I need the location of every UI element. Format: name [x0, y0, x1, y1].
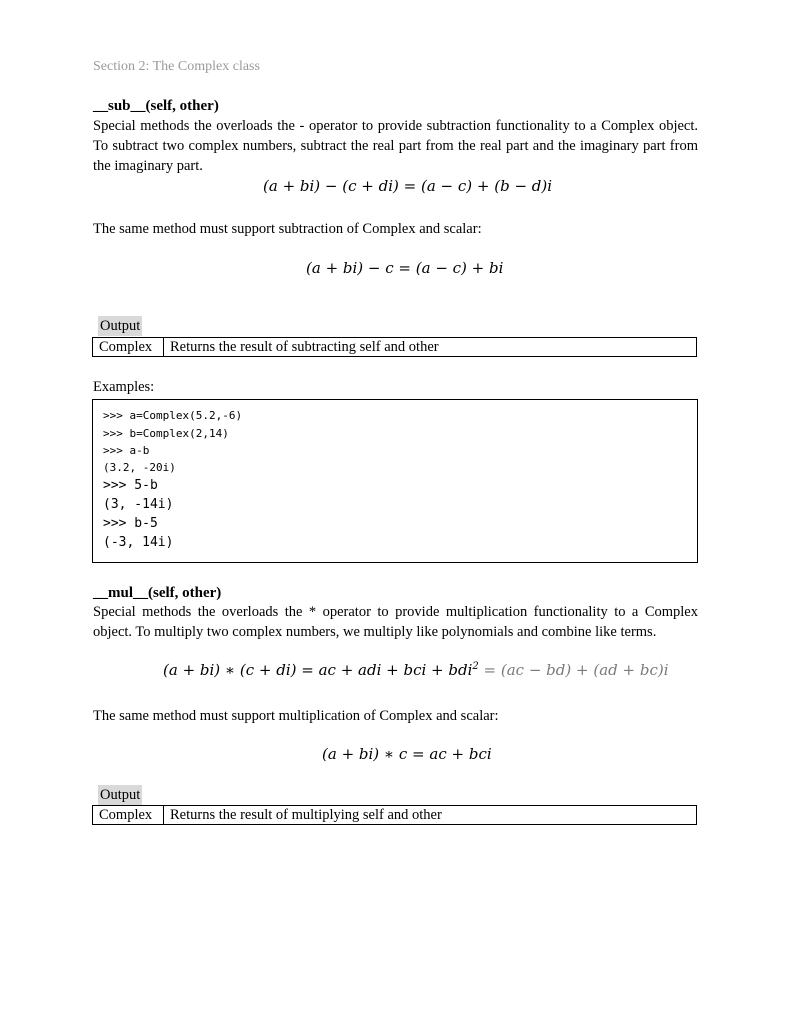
mul-equation-exponent: 2	[472, 661, 479, 672]
sub-output-type: Complex	[93, 338, 164, 357]
mul-output-description: Returns the result of multiplying self and other	[164, 806, 697, 825]
sub-output-table	[92, 337, 697, 357]
examples-code-box	[92, 399, 698, 563]
mul-method-signature: __mul__(self, other)	[93, 585, 222, 601]
code-line: (3, -14i)	[103, 497, 174, 512]
code-line: >>> b=Complex(2,14)	[103, 427, 229, 440]
examples-label: Examples:	[93, 379, 155, 395]
mul-output-type: Complex	[93, 806, 164, 825]
code-line: >>> a=Complex(5.2,-6)	[103, 409, 243, 422]
section-title: Section 2: The Complex class	[93, 59, 260, 74]
mul-equation-complex	[163, 661, 669, 679]
sub-output-description: Returns the result of subtracting self and other	[164, 338, 697, 357]
code-line: >>> a-b	[103, 444, 150, 457]
code-line: >>> b-5	[103, 516, 158, 531]
code-line: (3.2, -20i)	[103, 461, 176, 474]
sub-scalar-text: The same method must support subtraction of Complex and scalar:	[93, 221, 482, 237]
mul-output-label: Output	[100, 787, 141, 803]
mul-equation-result: = (ac − bd) + (ad + bc)i	[478, 661, 669, 679]
mul-output-table	[92, 805, 697, 825]
sub-description: Special methods the overloads the - operator to provide subtraction functionality to a Complex object. To subtract two complex numbers, subtract the real part from the real part and the imaginary part from the imaginary part.	[93, 118, 698, 174]
sub-output-label: Output	[100, 318, 141, 334]
sub-equation-complex: (a + bi) − (c + di) = (a − c) + (b − d)i	[263, 177, 553, 195]
code-line: >>> 5-b	[103, 478, 158, 493]
mul-equation-main: (a + bi) ∗ (c + di) = ac + adi + bci + bdi	[163, 661, 473, 679]
mul-description: Special methods the overloads the * operator to provide multiplication functionality to a Complex object. To multiply two complex numbers, we multiply like polynomials and combine like terms.	[93, 604, 698, 640]
code-line: (-3, 14i)	[103, 535, 174, 550]
sub-method-signature: __sub__(self, other)	[93, 98, 219, 114]
sub-equation-scalar: (a + bi) − c = (a − c) + bi	[306, 259, 504, 277]
mul-scalar-text: The same method must support multiplication of Complex and scalar:	[93, 708, 499, 724]
mul-equation-scalar: (a + bi) ∗ c = ac + bci	[322, 745, 492, 763]
